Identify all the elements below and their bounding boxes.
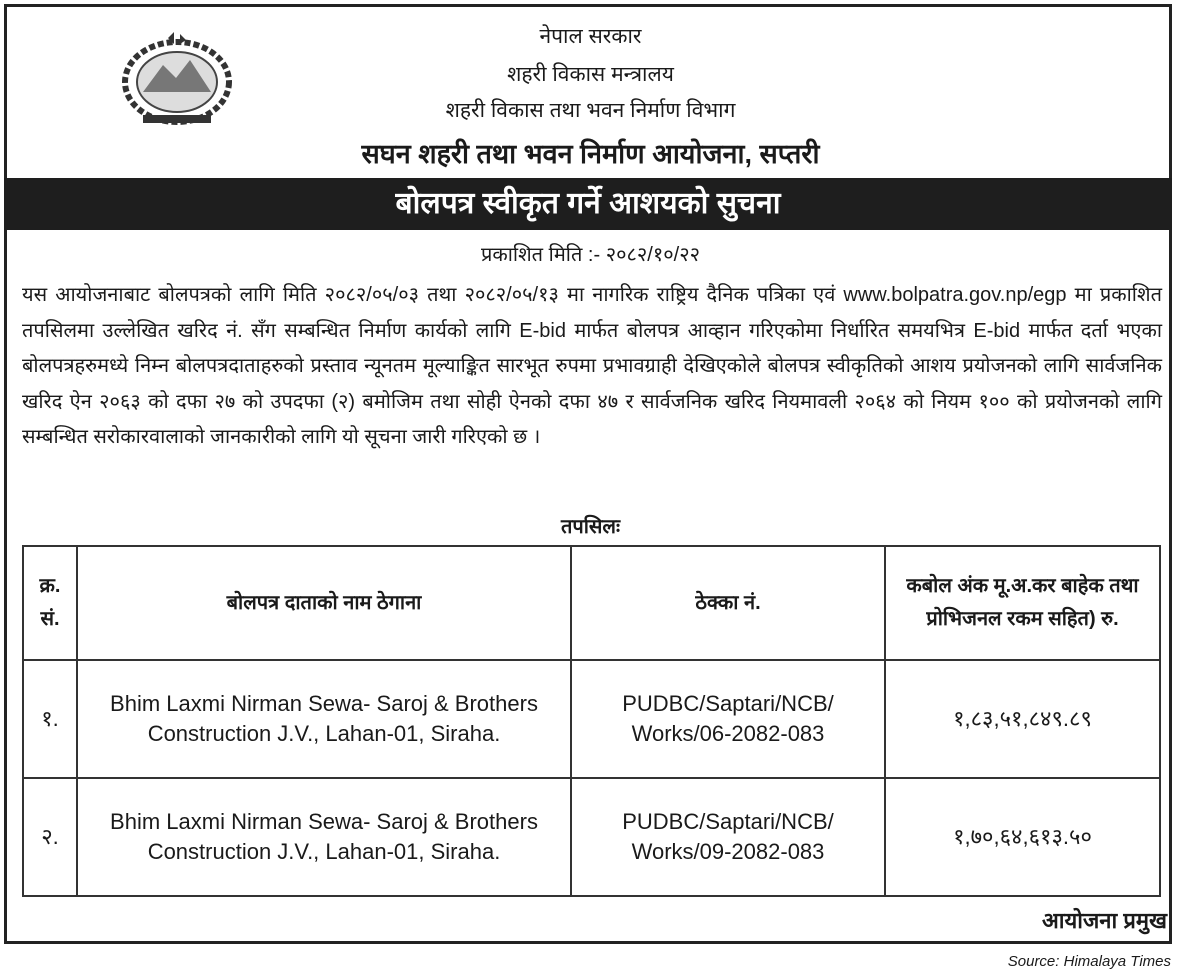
table-row xyxy=(23,778,1160,896)
col-bidder: बोलपत्र दाताको नाम ठेगाना xyxy=(77,546,571,660)
cell-contract: PUDBC/Saptari/NCB/ Works/06-2082-083 xyxy=(571,660,885,778)
signature: आयोजना प्रमुख xyxy=(1042,908,1167,933)
table-header-row xyxy=(23,546,1160,660)
office-name: सघन शहरी तथा भवन निर्माण आयोजना, सप्तरी xyxy=(361,139,820,169)
cell-amount: १,८३,५१,८४९.८९ xyxy=(885,660,1160,778)
source-credit: Source: Himalaya Times xyxy=(1007,953,1171,970)
col-sn: क्र. सं. xyxy=(23,546,77,660)
cell-sn: १. xyxy=(23,660,77,778)
bid-table xyxy=(22,545,1161,897)
schedule-label: तपसिलः xyxy=(560,516,621,538)
header-line-1: नेपाल सरकार xyxy=(539,25,642,48)
col-contract: ठेक्का नं. xyxy=(571,546,885,660)
table-row xyxy=(23,660,1160,778)
header-line-3: शहरी विकास तथा भवन निर्माण विभाग xyxy=(445,99,736,122)
cell-bidder: Bhim Laxmi Nirman Sewa- Saroj & Brothers Construction J.V., Lahan-01, Siraha. xyxy=(77,660,571,778)
cell-bidder: Bhim Laxmi Nirman Sewa- Saroj & Brothers Construction J.V., Lahan-01, Siraha. xyxy=(77,778,571,896)
cell-sn: २. xyxy=(23,778,77,896)
cell-contract: PUDBC/Saptari/NCB/ Works/09-2082-083 xyxy=(571,778,885,896)
notice-body: यस आयोजनाबाट बोलपत्रको लागि मिति २०८२/०५/०३ तथा २०८२/०५/१३ मा नागरिक राष्ट्रिय दैनिक पत्रिका एवं www.bolpatra.gov.np/egp मा प्रकाशित तपसिलमा उल्लेखित खरिद नं. सँग सम्बन्धित निर्माण कार्यको लागि E-bid मार्फत बोलपत्र आव्हान गरिएकोमा निर्धारित समयभित्र E-bid मार्फत दर्ता भएका बोलपत्रहरुमध्ये निम्न बोलपत्रदाताहरुको प्रस्ताव न्यूनतम मूल्याङ्कित सारभूत रुपमा प्रभावग्राही देखिएकोले बोलपत्र स्वीकृतिको आशय प्रयोजनको लागि सार्वजनिक खरिद ऐन २०६३ को दफा २७ को उपदफा (२) बमोजिम तथा सोही ऐनको दफा ४७ र सार्वजनिक खरिद नियमावली २०६४ को नियम १०० को प्रयोजनको लागि सम्बन्धित सरोकारवालाको जानकारीको लागि यो सूचना जारी गरिएको छ । xyxy=(22,284,1162,448)
notice-title: बोलपत्र स्वीकृत गर्ने आशयको सुचना xyxy=(4,178,1172,230)
col-amount: कबोल अंक मू.अ.कर बाहेक तथा प्रोभिजनल रकम सहित) रु. xyxy=(885,546,1160,660)
cell-amount: १,७०,६४,६१३.५० xyxy=(885,778,1160,896)
header-line-2: शहरी विकास मन्त्रालय xyxy=(507,63,674,86)
published-date: प्रकाशित मिति :- २०८२/१०/२२ xyxy=(480,244,701,266)
